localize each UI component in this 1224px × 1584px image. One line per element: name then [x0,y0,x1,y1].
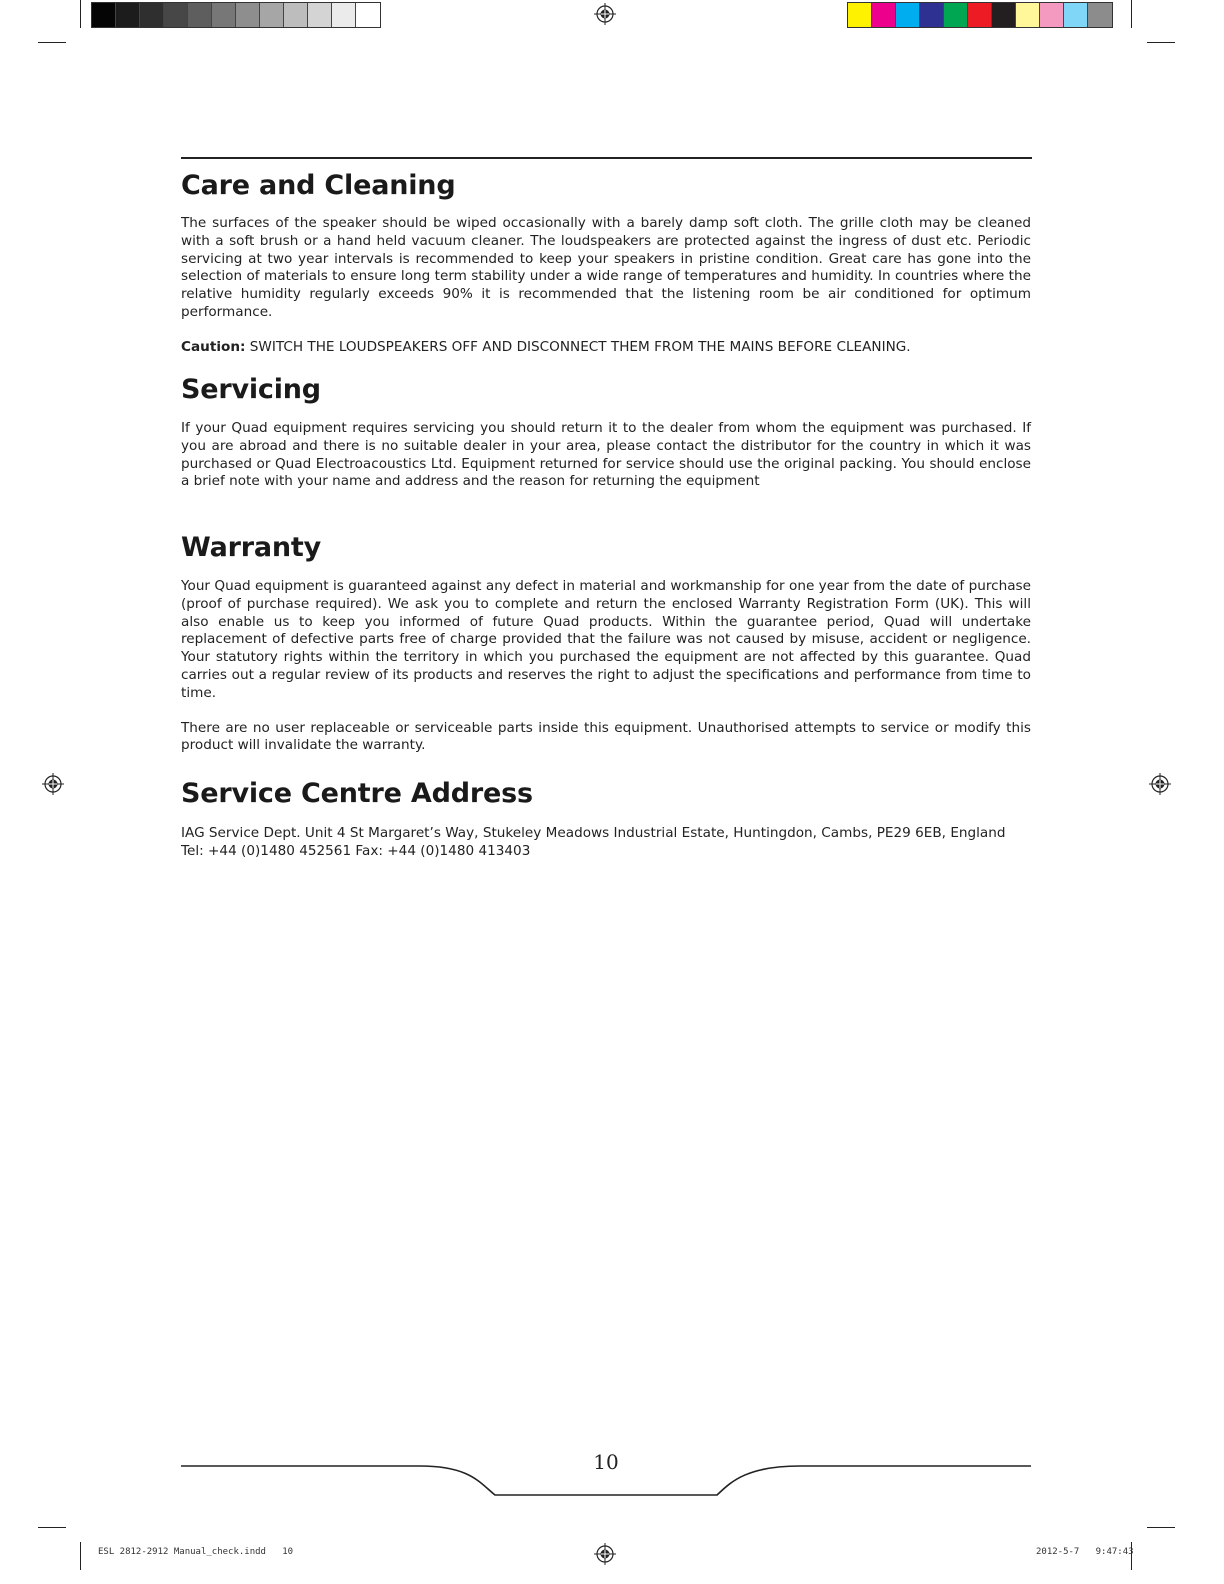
section-heading: Warranty [181,532,322,563]
trim-mark [38,1527,66,1528]
section-heading: Care and Cleaning [181,170,456,201]
grayscale-color-bar [91,2,381,28]
slug-timestamp: 2012-5-7 9:47:43 [1036,1547,1134,1557]
color-swatch [236,3,260,27]
trim-mark [1131,0,1132,28]
process-color-bar [847,2,1113,28]
color-swatch [920,3,944,27]
color-swatch [116,3,140,27]
color-swatch [968,3,992,27]
color-swatch [92,3,116,27]
registration-mark-icon [594,3,616,25]
section-service-centre-address [181,778,1031,861]
section-heading: Servicing [181,374,321,405]
color-swatch [1064,3,1088,27]
registration-mark-icon [1149,773,1171,795]
caution-label: Caution: [181,338,246,355]
page-number: 10 [593,1450,619,1474]
section-heading: Service Centre Address [181,778,533,809]
color-swatch [164,3,188,27]
section-paragraph: There are no user replaceable or serviceable parts inside this equipment. Unauthorised attempts to service or modify this product will invalidate the warranty. [181,719,1031,754]
top-rule [181,157,1032,159]
caution-note [181,339,1031,357]
trim-mark [80,1542,81,1570]
color-swatch [260,3,284,27]
trim-mark [1147,42,1175,43]
color-swatch [1016,3,1040,27]
caution-text: SWITCH THE LOUDSPEAKERS OFF AND DISCONNECT THEM FROM THE MAINS BEFORE CLEANING. [245,338,911,355]
color-swatch [140,3,164,27]
registration-mark-icon [42,773,64,795]
section-care-and-cleaning [181,170,1031,357]
color-swatch [284,3,308,27]
address-line: IAG Service Dept. Unit 4 St Margaret’s Way, Stukeley Meadows Industrial Estate, Huntingdon, Cambs, PE29 6EB, England [181,825,1006,841]
section-paragraph: The surfaces of the speaker should be wiped occasionally with a barely damp soft cloth. The grille cloth may be cleaned with a soft brush or a hand held vacuum cleaner. The loudspeakers are protected against the ingress of dust etc. Periodic servicing at two year intervals is recommended to keep your speakers in pristine condition. Great care has gone into the selection of materials to ensure long term stability under a wide range of temperatures and humidity. In countries where the relative humidity regularly exceeds 90% it is recommended that the listening room be air conditioned for optimum performance. [181,215,1031,320]
registration-mark-icon [594,1543,616,1565]
section-paragraph: Your Quad equipment is guaranteed against any defect in material and workmanship for one year from the date of purchase (proof of purchase required). We ask you to complete and return the enclosed Warranty Registration Form (UK). This will also enable us to keep you informed of future Quad products. Within the guarantee period, Quad will undertake replacement of defective parts free of charge provided that the failure was not caused by misuse, accident or negligence. Your statutory rights within the territory in which you purchased the equipment are not affected by this guarantee. Quad carries out a regular review of its products and reserves the right to adjust the specifications and performance from time to time. [181,578,1031,701]
color-swatch [872,3,896,27]
color-swatch [896,3,920,27]
color-swatch [944,3,968,27]
section-warranty [181,532,1031,755]
color-swatch [1040,3,1064,27]
section-servicing [181,374,1031,491]
color-swatch [332,3,356,27]
color-swatch [992,3,1016,27]
color-swatch [1088,3,1112,27]
color-swatch [356,3,380,27]
trim-mark [1147,1527,1175,1528]
phone-fax-line: Tel: +44 (0)1480 452561 Fax: +44 (0)1480 413403 [181,842,531,859]
color-swatch [188,3,212,27]
trim-mark [38,42,66,43]
slug-filename: ESL 2812-2912 Manual_check.indd 10 [98,1547,294,1557]
trim-mark [80,0,81,28]
color-swatch [212,3,236,27]
color-swatch [308,3,332,27]
section-paragraph: If your Quad equipment requires servicing you should return it to the dealer from whom the equipment was purchased. If you are abroad and there is no suitable dealer in your area, please contact the distributor for the country in which it was purchased or Quad Electroacoustics Ltd. Equipment returned for service should use the original packing. You should enclose a brief note with your name and address and the reason for returning the equipment [181,420,1031,490]
color-swatch [848,3,872,27]
